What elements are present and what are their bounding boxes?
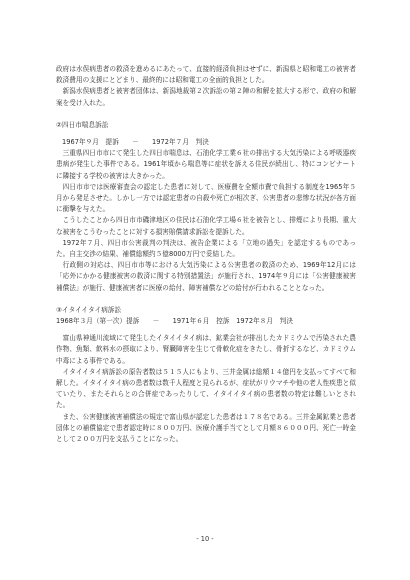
yokkaichi-paragraph: 1972年７月、四日市公害裁判の判決は、被告企業による「立地の過失」を認定するものであった。自主交渉の結果、補償総額约５億8000万円で妥結した。 — [56, 238, 356, 259]
itai-paragraph: また、公害健康被害補償法の規定で富山県が認定した患者は１７８名である。三井金属鉱業と患者団体との補償協定で患者認定時に８００万円、医療介護手当てとして月額８６０００円、死亡一時金として２００万円を支払うことになった。 — [56, 412, 356, 444]
yokkaichi-date-line: 1967年９月 提訴 － 1972年７月 判決 — [62, 138, 209, 147]
intro-paragraph: 新潟水俣病患者と被害者団体は、新潟地裁第２次訴訟の第２陣の和解を拡大する形で、政府の和解案を受け入れた。 — [56, 87, 356, 107]
yokkaichi-paragraph: 行政側の対応は、四日市市等における大気汚染による公害患者の救済のため、1969年12月には「応外にかかる健康被害の救済に関する特別措置法」が施行され、1974年９月には「公害健康被害補償法」が施行、健康被害者に医療の給付、障害補償などの給付が行われることとなった。 — [56, 261, 356, 292]
itai-date-line: 1968年３月（第一次）提訴 － 1971年６月 控訴 1972年８月 判決 — [56, 317, 293, 326]
yokkaichi-paragraph: こうしたことから四日市市磯津地区の住民は石油化学工場６社を被告とし、排煙により長期、重大な被害をこうむったことに対する損害賠償請求訴訟を提訴した。 — [56, 216, 356, 236]
intro-paragraph: 政府は水俣病患者の救済を進めるにあたって、直接的経済負担はせずに、新潟県と昭和電工の被害者救済費用の支援にとどまり、最終的には昭和電工の全面的負担とした。 — [56, 65, 356, 85]
section-heading-yokkaichi: ②四日市喘息訴訟 — [56, 120, 109, 129]
itai-paragraph: イタイイタイ病訴訟の原告者数は５１５人にもより、三井金属は総額１４億円を支払ってすべて和解した。イタイイタイ病の患者数は数千人程度と見られるが、症状がリウマチや他の老人性疾患と似ていたり、またそれらとの合併症であったりして、イタイイタイ病の患者数の特定は難しいとされた。 — [56, 367, 356, 410]
itai-paragraph: 富山県神通川流域にて発生したイタイイタイ病は、鉱業会社が排出したカドミウムで汚染された農作物、魚類、飲料水の摂取により、腎臓障害を生じて骨軟化症をきたし、骨折するなど、カドミウム中毒による事件である。 — [56, 334, 356, 365]
yokkaichi-paragraph: 三重県四日市市にて発生した四日市喘息は、石油化学工業６社の排出する大気汚染による呼吸器疾患病が発生した事件である。1961年頃から喘息等に症状を訴える住民が続出し、特にコンビナートに隣接する学校の被害は大きかった。 — [56, 149, 356, 180]
section-heading-itai: ③イタイイタイ病訴訟 — [56, 305, 122, 314]
page-number: - 10 - — [196, 535, 214, 543]
page-body — [56, 64, 356, 445]
yokkaichi-paragraph: 四日市市では医療審査会の認定した患者に対して、医療費を全額市費で負担する制度を1965年５月から発足させた。しかし一方では認定患者の自殺や死亡が相次ぎ、公害患者の悲惨な状況が各方面に衝撃を与えた。 — [56, 182, 356, 214]
